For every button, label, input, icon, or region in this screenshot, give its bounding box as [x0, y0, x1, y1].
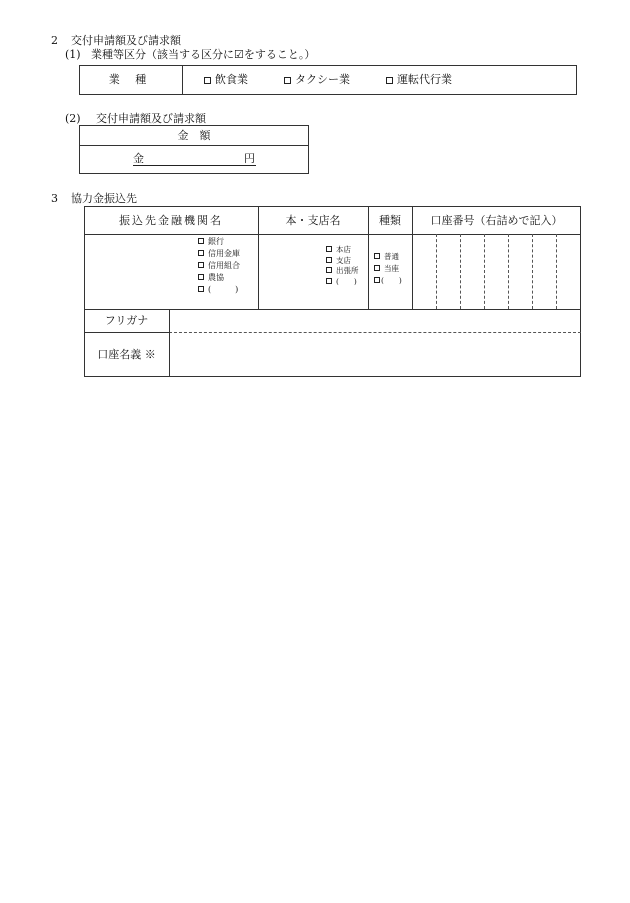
furigana-label-line [84, 332, 169, 333]
header-branch: 本・支店名 [285, 214, 341, 227]
option-daiko[interactable] [386, 73, 452, 86]
sub1-text-after: をすること。） [243, 48, 316, 61]
holder-label: 口座名義 ※ [97, 348, 156, 361]
branch-option-main[interactable]: 本店 [326, 245, 359, 256]
option-taxi-label: タクシー業 [295, 73, 350, 86]
checkbox-icon[interactable] [326, 267, 332, 273]
checkbox-icon[interactable] [198, 250, 204, 256]
furigana-dash-line [169, 332, 581, 333]
amount-underline [133, 165, 256, 166]
type-option-other[interactable]: ( ) [374, 276, 402, 288]
checkbox-icon[interactable] [326, 278, 332, 284]
checkbox-icon[interactable] [326, 257, 332, 263]
sub1-label: (1) [65, 48, 81, 61]
option-restaurant-label: 飲食業 [215, 73, 248, 86]
section2-number: 2 [51, 34, 58, 47]
institution-option-shinkumi[interactable]: 信用組合 [198, 261, 240, 273]
amount-header: 金 額 [177, 129, 211, 142]
col-div-label [169, 309, 170, 377]
checkbox-icon[interactable] [198, 274, 204, 280]
account-number-input[interactable] [413, 235, 580, 308]
checkbox-icon[interactable] [374, 265, 380, 271]
header-account: 口座番号（右詰めで記入） [430, 214, 563, 227]
sub2-label: (2) [65, 112, 81, 125]
amount-divider [79, 145, 309, 146]
institution-option-shinkin[interactable]: 信用金庫 [198, 249, 240, 261]
header-type: 種類 [379, 214, 401, 227]
furigana-input[interactable] [171, 311, 579, 330]
option-restaurant[interactable] [204, 73, 248, 86]
section2-title: 交付申請額及び請求額 [71, 34, 181, 47]
sub1-instruction [91, 48, 315, 61]
institution-option-bank[interactable]: 銀行 [198, 237, 240, 249]
checkbox-icon[interactable] [326, 246, 332, 252]
amount-input[interactable] [150, 150, 240, 164]
amount-suffix: 円 [244, 152, 255, 165]
institution-options [198, 237, 240, 297]
institution-name-input[interactable] [86, 236, 194, 306]
branch-option-other[interactable]: ( ) [326, 277, 359, 288]
checkbox-icon[interactable] [284, 77, 291, 84]
sub1-text: 業種等区分（該当する区分に [91, 48, 234, 61]
branch-name-input[interactable] [260, 236, 322, 306]
checkbox-icon[interactable] [386, 77, 393, 84]
branch-option-branch[interactable]: 支店 [326, 256, 359, 267]
institution-option-nokyo[interactable]: 農協 [198, 273, 240, 285]
header-institution: 振込先金融機関名 [119, 214, 223, 227]
checkbox-icon[interactable] [374, 253, 380, 259]
type-option-futsu[interactable]: 普通 [374, 252, 402, 264]
type-option-toza[interactable]: 当座 [374, 264, 402, 276]
section3-title: 協力金振込先 [71, 192, 137, 205]
institution-option-other[interactable]: ( ) [198, 285, 240, 297]
checkmark-icon: ☑ [234, 48, 244, 61]
checkbox-icon[interactable] [198, 238, 204, 244]
amount-prefix: 金 [133, 152, 144, 165]
type-options [374, 252, 402, 288]
checkbox-icon[interactable] [204, 77, 211, 84]
sub2-text: 交付申請額及び請求額 [96, 112, 206, 125]
checkbox-icon[interactable] [198, 262, 204, 268]
holder-input[interactable] [171, 334, 579, 375]
checkbox-icon[interactable] [198, 286, 204, 292]
checkbox-icon[interactable] [374, 277, 380, 283]
option-taxi[interactable] [284, 73, 350, 86]
branch-option-office[interactable]: 出張所 [326, 266, 359, 277]
furigana-label: フリガナ [104, 314, 149, 327]
industry-divider [182, 65, 183, 95]
section3-number: 3 [51, 192, 58, 205]
bank-row-line [84, 309, 581, 310]
industry-label: 業 種 [108, 73, 153, 86]
option-daiko-label: 運転代行業 [397, 73, 452, 86]
branch-options [326, 245, 359, 287]
